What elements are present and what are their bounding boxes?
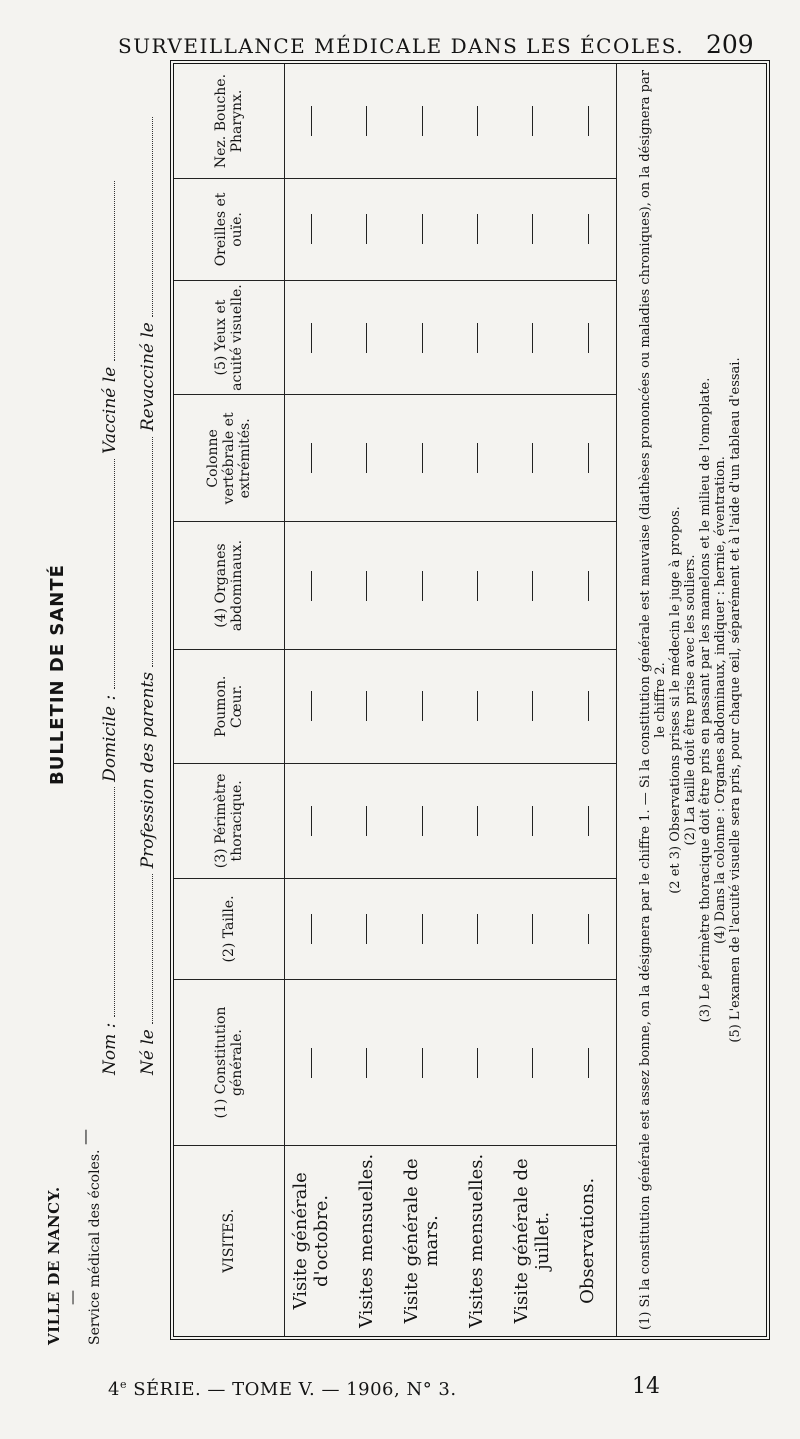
cell-rule (366, 1048, 367, 1078)
entry-cell[interactable] (450, 179, 505, 281)
ne-field[interactable] (141, 874, 153, 1024)
cell-rule (588, 214, 589, 244)
row-label: Visites mensuelles. (339, 1145, 394, 1336)
entry-cell[interactable] (505, 395, 560, 522)
dash-1: — (63, 1290, 81, 1305)
entry-cell[interactable] (505, 649, 560, 763)
entry-cell[interactable] (284, 649, 339, 763)
footnotes (616, 64, 766, 1336)
bulletin-form (45, 45, 775, 1345)
cell-rule (477, 106, 478, 136)
entry-cell[interactable] (561, 64, 616, 179)
health-table (174, 64, 766, 1336)
entry-cell[interactable] (450, 280, 505, 394)
ne-label: Né le (138, 1029, 158, 1075)
entry-cell[interactable] (339, 64, 394, 179)
cell-rule (477, 323, 478, 353)
cell-rule (422, 691, 423, 721)
entry-cell[interactable] (339, 649, 394, 763)
entry-cell[interactable] (284, 64, 339, 179)
footnote: (2 et 3) Observations prises si le médecin le juge à propos. (667, 506, 683, 894)
cell-rule (477, 806, 478, 836)
entry-cell[interactable] (561, 395, 616, 522)
row-label: Visite générale de mars. (395, 1145, 450, 1336)
cell-rule (311, 691, 312, 721)
cell-rule (588, 323, 589, 353)
cell-rule (422, 914, 423, 944)
entry-cell[interactable] (450, 764, 505, 878)
entry-cell[interactable] (339, 395, 394, 522)
cell-rule (532, 914, 533, 944)
cell-rule (588, 806, 589, 836)
cell-rule (532, 691, 533, 721)
city-label: VILLE DE NANCY. (45, 1186, 63, 1345)
signature-mark: 14 (632, 1374, 660, 1399)
entry-cell[interactable] (395, 280, 450, 394)
footer-series (108, 1378, 457, 1400)
cell-rule (477, 691, 478, 721)
column-header: Oreilles et ouïe. (174, 179, 284, 281)
form-title: BULLETIN DE SANTÉ (47, 564, 68, 785)
column-header: VISITES. (174, 1145, 284, 1336)
entry-cell[interactable] (561, 980, 616, 1145)
cell-rule (532, 571, 533, 601)
entry-cell[interactable] (505, 764, 560, 878)
cell-rule (366, 691, 367, 721)
column-header: Nez. Bouche. Pharynx. (174, 64, 284, 179)
entry-cell[interactable] (395, 522, 450, 649)
entry-cell[interactable] (450, 878, 505, 980)
cell-rule (422, 106, 423, 136)
entry-cell[interactable] (450, 649, 505, 763)
column-header: (2) Taille. (174, 878, 284, 980)
row-label: Visite générale d'octobre. (284, 1145, 339, 1336)
name-line (100, 181, 120, 1075)
cell-rule (532, 1048, 533, 1078)
cell-rule (366, 806, 367, 836)
column-header: (5) Yeux et acuité visuelle. (174, 280, 284, 394)
cell-rule (366, 323, 367, 353)
footnote: (1) Si la constitution générale est assez bonne, on la désignera par le chiffre 1. — Si la constitution générale est mauvaise (diathèses prononcées ou maladies chroniques), on la désignera par le chiffre 2. (637, 70, 668, 1330)
birth-line (138, 117, 158, 1075)
entry-cell[interactable] (284, 980, 339, 1145)
entry-cell[interactable] (395, 179, 450, 281)
cell-rule (311, 443, 312, 473)
footnote: (4) Dans la colonne : Organes abdominaux, indiquer : hernie, éventration. (712, 456, 728, 944)
profession-label: Profession des parents (138, 671, 158, 869)
cell-rule (422, 1048, 423, 1078)
footnote: (2) La taille doit être prise avec les souliers. (682, 554, 698, 846)
nom-label: Nom : (100, 1022, 120, 1075)
vaccine-label: Vacciné le (100, 366, 120, 454)
running-title: SURVEILLANCE MÉDICALE DANS LES ÉCOLES. (118, 34, 685, 58)
footnote: (3) Le périmètre thoracique doit être pris en passant par les mamelons et le milieu de l'omoplate. (697, 377, 713, 1023)
entry-cell[interactable] (395, 980, 450, 1145)
entry-cell[interactable] (339, 878, 394, 980)
entry-cell[interactable] (505, 878, 560, 980)
entry-cell[interactable] (561, 280, 616, 394)
footnotes-row (616, 64, 766, 1336)
cell-rule (477, 443, 478, 473)
entry-cell[interactable] (395, 649, 450, 763)
entry-cell[interactable] (505, 980, 560, 1145)
service-label: Service médical des écoles. (87, 1149, 103, 1345)
cell-rule (422, 443, 423, 473)
cell-rule (588, 691, 589, 721)
entry-cell[interactable] (450, 522, 505, 649)
entry-cell[interactable] (339, 764, 394, 878)
entry-cell[interactable] (395, 64, 450, 179)
row-label: Visite générale de juillet. (505, 1145, 560, 1336)
cell-rule (311, 214, 312, 244)
cell-rule (366, 214, 367, 244)
entry-cell[interactable] (450, 980, 505, 1145)
entry-cell[interactable] (561, 179, 616, 281)
cell-rule (588, 1048, 589, 1078)
domicile-field[interactable] (103, 459, 115, 689)
series-sup: e (119, 1378, 127, 1391)
entry-cell[interactable] (284, 179, 339, 281)
cell-rule (477, 914, 478, 944)
page-number: 209 (706, 30, 754, 59)
entry-cell[interactable] (395, 395, 450, 522)
entry-cell[interactable] (284, 280, 339, 394)
profession-field[interactable] (141, 437, 153, 667)
cell-rule (311, 323, 312, 353)
dash-2: — (75, 1129, 94, 1145)
table-row (395, 64, 450, 1336)
cell-rule (311, 1048, 312, 1078)
entry-cell[interactable] (284, 764, 339, 878)
cell-rule (311, 106, 312, 136)
cell-rule (366, 443, 367, 473)
entry-cell[interactable] (505, 179, 560, 281)
column-header: Colonne vertébrale et extrémités. (174, 395, 284, 522)
revaccine-label: Revacciné le (138, 322, 158, 432)
cell-rule (311, 571, 312, 601)
table-row (339, 64, 394, 1336)
entry-cell[interactable] (395, 878, 450, 980)
table-row (561, 64, 616, 1336)
cell-rule (532, 214, 533, 244)
column-header: (3) Périmètre thoracique. (174, 764, 284, 878)
table-row (284, 64, 339, 1336)
cell-rule (588, 443, 589, 473)
cell-rule (422, 323, 423, 353)
series-rest: SÉRIE. — TOME V. — 1906, N° 3. (126, 1379, 457, 1400)
column-header: (4) Organes abdominaux. (174, 522, 284, 649)
health-table-frame (170, 60, 770, 1340)
footnote: (5) L'examen de l'acuité visuelle sera pris, pour chaque œil, séparément et à l'aide d'un tableau d'essai. (727, 357, 743, 1043)
revaccine-field[interactable] (141, 117, 153, 317)
cell-rule (477, 571, 478, 601)
header-row (174, 64, 284, 1336)
cell-rule (366, 914, 367, 944)
entry-cell[interactable] (561, 649, 616, 763)
table-row (450, 64, 505, 1336)
entry-cell[interactable] (561, 522, 616, 649)
cell-rule (366, 571, 367, 601)
entry-cell[interactable] (284, 878, 339, 980)
nom-field[interactable] (103, 787, 115, 1017)
column-header: (1) Constitution générale. (174, 980, 284, 1145)
vaccine-field[interactable] (103, 181, 115, 361)
entry-cell[interactable] (339, 522, 394, 649)
entry-cell[interactable] (339, 280, 394, 394)
entry-cell[interactable] (561, 764, 616, 878)
row-label: Observations. (561, 1145, 616, 1336)
entry-cell[interactable] (339, 980, 394, 1145)
cell-rule (532, 106, 533, 136)
cell-rule (477, 1048, 478, 1078)
entry-cell[interactable] (339, 179, 394, 281)
cell-rule (311, 914, 312, 944)
cell-rule (366, 106, 367, 136)
cell-rule (422, 571, 423, 601)
column-header: Poumon. Cœur. (174, 649, 284, 763)
cell-rule (588, 106, 589, 136)
cell-rule (532, 806, 533, 836)
entry-cell[interactable] (505, 522, 560, 649)
table-row (505, 64, 560, 1336)
cell-rule (422, 806, 423, 836)
series-prefix: 4 (108, 1379, 120, 1400)
cell-rule (532, 323, 533, 353)
cell-rule (588, 571, 589, 601)
cell-rule (422, 214, 423, 244)
cell-rule (477, 214, 478, 244)
entry-cell[interactable] (505, 64, 560, 179)
entry-cell[interactable] (395, 764, 450, 878)
entry-cell[interactable] (284, 522, 339, 649)
entry-cell[interactable] (284, 395, 339, 522)
entry-cell[interactable] (505, 280, 560, 394)
entry-cell[interactable] (450, 395, 505, 522)
cell-rule (311, 806, 312, 836)
entry-cell[interactable] (450, 64, 505, 179)
cell-rule (532, 443, 533, 473)
domicile-label: Domicile : (100, 694, 120, 782)
row-label: Visites mensuelles. (450, 1145, 505, 1336)
entry-cell[interactable] (561, 878, 616, 980)
cell-rule (588, 914, 589, 944)
